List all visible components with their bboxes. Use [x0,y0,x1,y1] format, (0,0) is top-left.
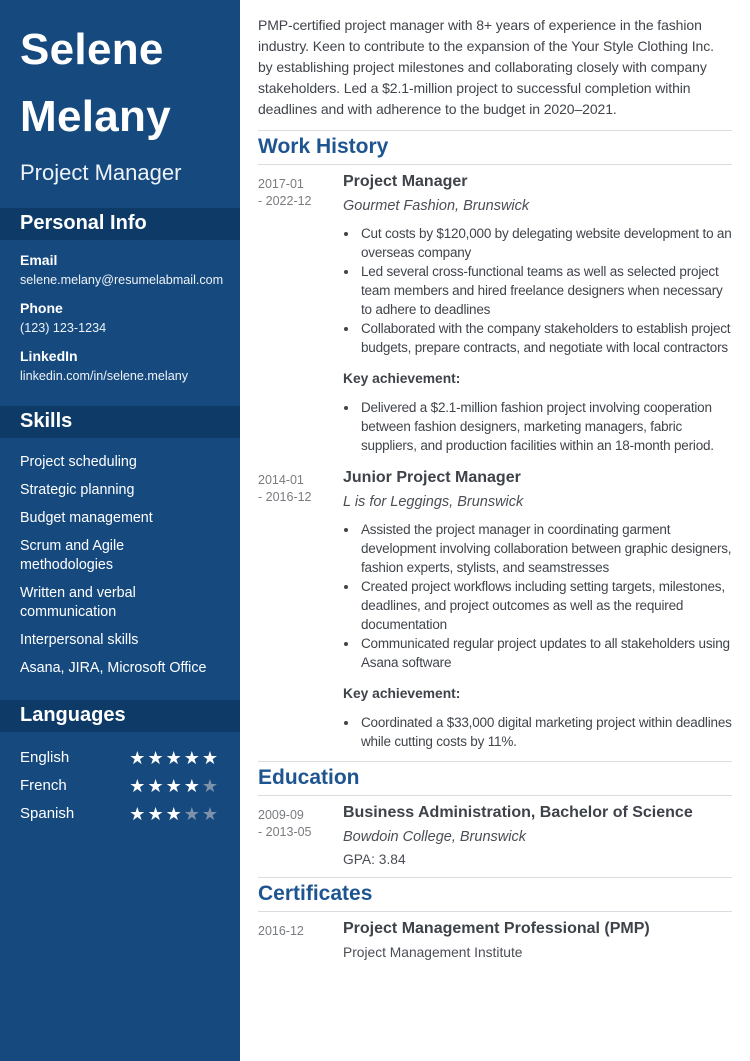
job-dates [258,469,343,751]
job-date-from: 2017-01 [258,177,304,191]
candidate-name [0,0,240,150]
job-dates [258,173,343,455]
phone-value: (123) 123-1234 [20,321,107,335]
languages-list [0,732,240,824]
work-history-section [258,130,732,751]
key-achievement-label: Key achievement: [343,686,461,701]
education-date-from: 2009-09 [258,808,304,822]
job-bullet: • Created project workflows including setting targets, milestones, deadlines, and project outcomes as well as the required documentation [359,577,732,634]
gpa-value: GPA: 3.84 [343,852,406,867]
job-bullet: • Cut costs by $120,000 by delegating website development to an overseas company [359,224,732,262]
achievement-list [343,713,732,751]
achievement-list [343,398,732,455]
star-filled-icon: ★ [165,775,184,796]
star-filled-icon: ★ [147,747,166,768]
star-filled-icon: ★ [165,747,184,768]
job-date-to: - 2016-12 [258,490,312,504]
job-bullet: • Led several cross-functional teams as well as selected project team members and hired freelance designers when necessary to adhere to deadlines [359,262,732,319]
star-filled-icon: ★ [129,747,148,768]
skill-item: Strategic planning [20,482,135,498]
candidate-last-name: Melany [20,92,171,141]
star-filled-icon: ★ [165,803,184,824]
star-filled-icon: ★ [147,803,166,824]
job-date-from: 2014-01 [258,473,304,487]
star-filled-icon: ★ [201,747,220,768]
language-row-french [20,775,220,796]
education-details [343,804,732,867]
skill-item: Interpersonal skills [20,632,139,648]
skill-item: Project scheduling [20,454,137,470]
key-achievement-label: Key achievement: [343,371,461,386]
skills-list [0,438,240,678]
star-empty-icon: ★ [201,775,220,796]
job-entry [258,455,732,751]
personal-info-heading: Personal Info [0,208,240,240]
star-filled-icon: ★ [147,775,166,796]
certificate-organization: Project Management Institute [343,945,523,960]
candidate-first-name: Selene [20,25,164,74]
job-company: L is for Leggings, Brunswick [343,494,524,510]
job-bullet-list [343,224,732,357]
personal-info-item-linkedin [20,348,220,384]
sidebar [0,0,240,1061]
language-name: English [20,749,70,766]
achievement-bullet: • Delivered a $2.1-million fashion project involving cooperation between fashion designers, marketing managers, fabric suppliers, and production facilities within an 18-month period. [359,398,732,455]
candidate-job-title: Project Manager [20,160,182,185]
star-filled-icon: ★ [183,747,202,768]
star-rating [129,749,220,767]
skill-item: Scrum and Agile methodologies [20,538,125,573]
certificate-entry [258,912,732,960]
resume-main-content [240,0,750,1061]
job-company: Gourmet Fashion, Brunswick [343,198,530,214]
education-dates [258,804,343,867]
skill-item: Written and verbal communication [20,585,136,620]
education-entry [258,796,732,867]
education-section [258,761,732,867]
skill-item: Budget management [20,510,153,526]
language-name: French [20,777,67,794]
personal-info-item-phone [20,300,220,336]
professional-summary: PMP-certified project manager with 8+ years of experience in the fashion industry. Keen to contribute to the expansion of the Your Style Clothing Inc. by establishing project milestones and collaborating closely with company stakeholders. Led a $2.1-million project to successful completion within deadlines and with adherence to the budget in 2020–2021. [258,17,714,117]
skills-heading: Skills [0,406,240,438]
linkedin-label: LinkedIn [20,348,78,364]
certificate-title: Project Management Professional (PMP) [343,920,650,937]
language-row-spanish [20,803,220,824]
star-filled-icon: ★ [129,803,148,824]
work-history-heading: Work History [258,135,732,165]
personal-info-item-email [20,252,224,288]
job-details [343,469,732,751]
linkedin-value: linkedin.com/in/selene.melany [20,369,189,383]
job-entry [258,165,732,455]
language-row-english [20,747,220,768]
skill-item: Asana, JIRA, Microsoft Office [20,660,207,676]
star-empty-icon: ★ [201,803,220,824]
certificate-date-value: 2016-12 [258,924,304,938]
languages-heading: Languages [0,700,240,732]
language-name: Spanish [20,805,75,822]
personal-info-list [0,252,240,384]
star-filled-icon: ★ [183,775,202,796]
job-bullet: • Assisted the project manager in coordinating garment development involving collaboration between graphic designers, fashion experts, stylists, and seamstresses [359,520,732,577]
school-name: Bowdoin College, Brunswick [343,829,526,845]
achievement-bullet: • Coordinated a $33,000 digital marketing project within deadlines while cutting costs by 11%. [359,713,732,751]
education-date-to: - 2013-05 [258,825,312,839]
email-value: selene.melany@resumelabmail.com [20,273,224,287]
job-bullet: • Collaborated with the company stakeholders to establish project budgets, prepare contracts, and negotiate with local contractors [359,319,732,357]
job-title: Project Manager [343,173,468,190]
job-date-to: - 2022-12 [258,194,312,208]
star-filled-icon: ★ [129,775,148,796]
star-empty-icon: ★ [183,803,202,824]
job-title: Junior Project Manager [343,469,521,486]
certificates-section [258,877,732,960]
job-bullet: • Communicated regular project updates to all stakeholders using Asana software [359,634,732,672]
education-heading: Education [258,766,732,796]
star-rating [129,805,220,823]
phone-label: Phone [20,300,63,316]
certificate-date [258,920,343,960]
email-label: Email [20,252,58,268]
job-bullet-list [343,520,732,672]
job-details [343,173,732,455]
star-rating [129,777,220,795]
certificate-details [343,920,732,960]
degree-title: Business Administration, Bachelor of Science [343,804,693,821]
certificates-heading: Certificates [258,882,732,912]
